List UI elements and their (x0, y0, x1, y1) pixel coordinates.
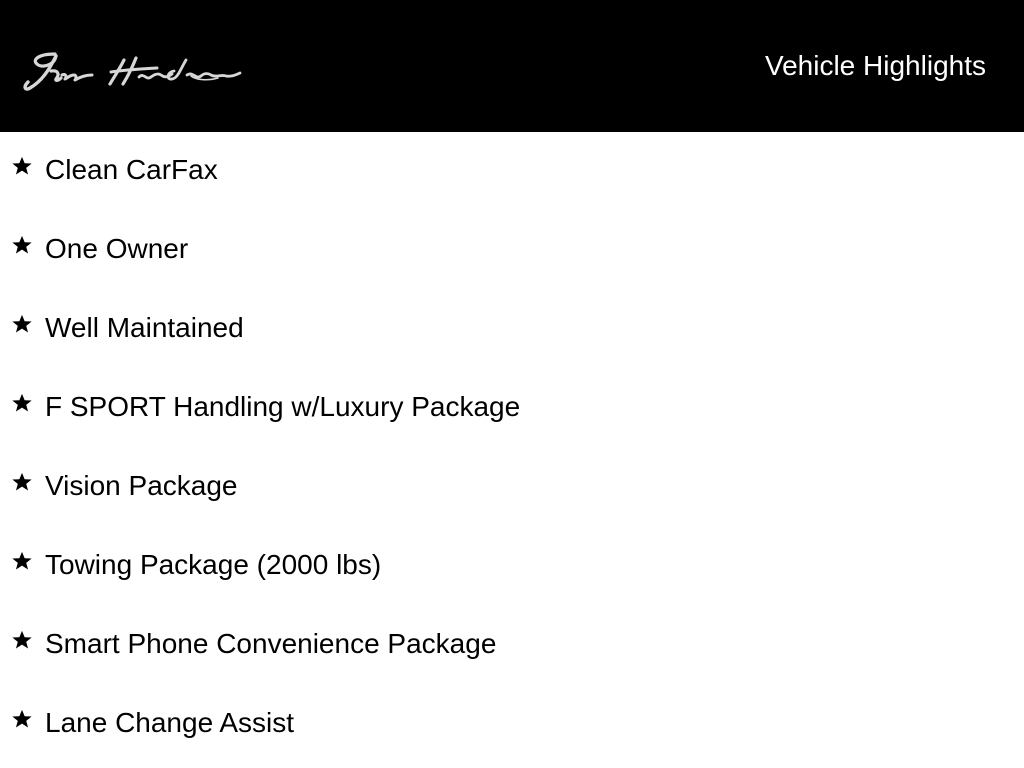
star-icon (11, 392, 33, 414)
star-icon (11, 234, 33, 256)
star-icon (11, 155, 33, 177)
list-item (0, 448, 1024, 527)
star-icon (11, 313, 33, 335)
list-item (0, 527, 1024, 606)
list-item (0, 606, 1024, 685)
list-item (0, 290, 1024, 369)
highlight-label: Smart Phone Convenience Package (45, 628, 497, 659)
page-title: Vehicle Highlights (764, 50, 986, 81)
highlight-label: Lane Change Assist (45, 707, 295, 738)
star-icon (11, 550, 33, 572)
list-item (0, 211, 1024, 290)
list-item (0, 369, 1024, 448)
highlight-label: Well Maintained (45, 312, 244, 343)
highlights-list (0, 132, 1024, 764)
header-bar (0, 0, 1024, 132)
star-icon (11, 708, 33, 730)
highlight-label: F SPORT Handling w/Luxury Package (45, 391, 521, 422)
highlight-label: Vision Package (45, 470, 238, 501)
list-item (0, 685, 1024, 764)
highlight-label: Clean CarFax (45, 154, 218, 185)
list-item (0, 132, 1024, 211)
highlight-label: One Owner (45, 233, 189, 264)
highlight-label: Towing Package (2000 lbs) (45, 549, 382, 580)
star-icon (11, 629, 33, 651)
dealer-logo (20, 46, 244, 98)
star-icon (11, 471, 33, 493)
